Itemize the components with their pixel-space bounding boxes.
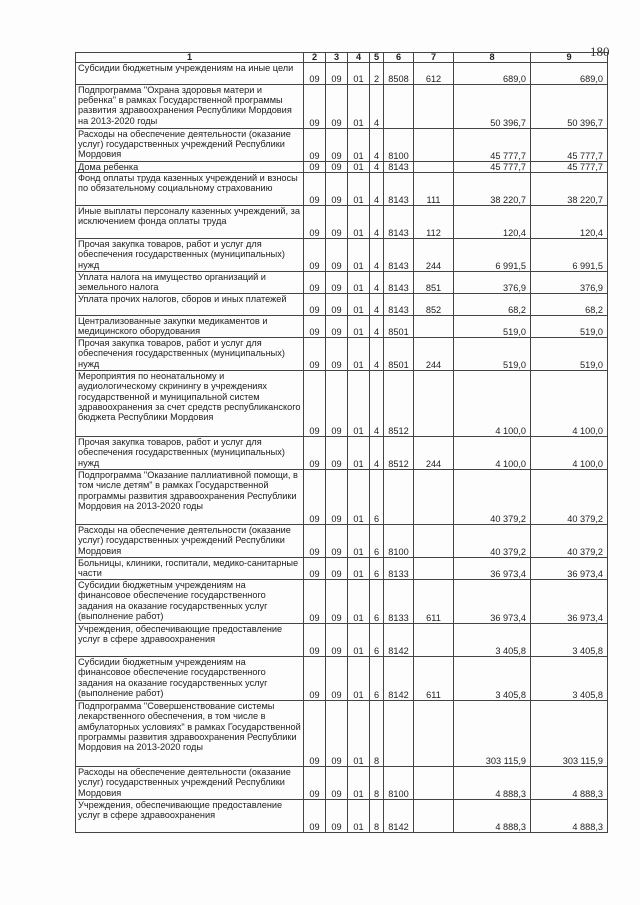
cell-subprogram: 6	[370, 470, 384, 525]
column-header: 9	[531, 53, 608, 63]
cell-expense-type	[414, 162, 454, 173]
cell-amount-total: 120,4	[531, 206, 608, 239]
cell-program: 01	[348, 371, 370, 437]
cell-subprogram: 4	[370, 162, 384, 173]
cell-target-article: 8143	[384, 294, 414, 316]
cell-description: Иные выплаты персоналу казенных учреждений, за исключением фонда оплаты труда	[76, 206, 304, 239]
cell-section: 09	[304, 558, 326, 580]
table-row	[76, 580, 608, 624]
cell-description: Субсидии бюджетным учреждениям на иные цели	[76, 63, 304, 85]
cell-program: 01	[348, 294, 370, 316]
table-row	[76, 525, 608, 558]
table-row	[76, 437, 608, 470]
cell-description: Прочая закупка товаров, работ и услуг для обеспечения государственных (муниципальных) нужд	[76, 239, 304, 272]
cell-target-article: 8100	[384, 525, 414, 558]
cell-description: Подпрограмма "Совершенствование системы лекарственного обеспечения, в том числе в амбулаторных условиях" в рамках Государственной программы развития здравоохранения Республики Мордовия на 2013-2020 годы	[76, 701, 304, 767]
cell-amount: 3 405,8	[454, 624, 531, 657]
cell-target-article	[384, 701, 414, 767]
column-header: 8	[454, 53, 531, 63]
cell-subsection: 09	[326, 558, 348, 580]
cell-amount: 303 115,9	[454, 701, 531, 767]
cell-subsection: 09	[326, 338, 348, 371]
cell-target-article: 8143	[384, 206, 414, 239]
cell-amount: 36 973,4	[454, 580, 531, 624]
cell-subprogram: 6	[370, 558, 384, 580]
cell-amount: 40 379,2	[454, 525, 531, 558]
cell-amount-total: 4 100,0	[531, 371, 608, 437]
cell-section: 09	[304, 624, 326, 657]
cell-target-article	[384, 85, 414, 129]
cell-target-article: 8512	[384, 371, 414, 437]
cell-amount: 6 991,5	[454, 239, 531, 272]
cell-subprogram: 4	[370, 206, 384, 239]
cell-description: Больницы, клиники, госпитали, медико-санитарные части	[76, 558, 304, 580]
cell-expense-type: 244	[414, 338, 454, 371]
cell-description: Подпрограмма "Оказание паллиативной помощи, в том числе детям" в рамках Государственной программы развития здравоохранения Республики Мордовия на 2013-2020 годы	[76, 470, 304, 525]
cell-amount: 45 777,7	[454, 129, 531, 162]
cell-amount-total: 376,9	[531, 272, 608, 294]
cell-program: 01	[348, 767, 370, 800]
cell-amount: 45 777,7	[454, 162, 531, 173]
column-header: 3	[326, 53, 348, 63]
cell-amount: 38 220,7	[454, 173, 531, 206]
cell-expense-type: 244	[414, 437, 454, 470]
cell-program: 01	[348, 624, 370, 657]
cell-section: 09	[304, 173, 326, 206]
table-row	[76, 338, 608, 371]
cell-subsection: 09	[326, 657, 348, 701]
cell-subsection: 09	[326, 470, 348, 525]
cell-description: Расходы на обеспечение деятельности (оказание услуг) государственных учреждений Республики Мордовия	[76, 129, 304, 162]
cell-expense-type	[414, 701, 454, 767]
cell-section: 09	[304, 294, 326, 316]
table-row	[76, 316, 608, 338]
cell-program: 01	[348, 162, 370, 173]
cell-expense-type: 611	[414, 657, 454, 701]
cell-amount-total: 689,0	[531, 63, 608, 85]
table-row	[76, 767, 608, 800]
cell-section: 09	[304, 206, 326, 239]
cell-target-article: 8142	[384, 657, 414, 701]
cell-subsection: 09	[326, 701, 348, 767]
cell-program: 01	[348, 338, 370, 371]
table-row	[76, 85, 608, 129]
cell-target-article: 8143	[384, 162, 414, 173]
table-row	[76, 63, 608, 85]
cell-subsection: 09	[326, 162, 348, 173]
cell-amount: 4 888,3	[454, 767, 531, 800]
cell-amount-total: 40 379,2	[531, 470, 608, 525]
cell-description: Расходы на обеспечение деятельности (оказание услуг) государственных учреждений Республики Мордовия	[76, 525, 304, 558]
cell-program: 01	[348, 470, 370, 525]
cell-program: 01	[348, 239, 370, 272]
cell-subprogram: 6	[370, 657, 384, 701]
cell-section: 09	[304, 129, 326, 162]
cell-subprogram: 8	[370, 767, 384, 800]
cell-program: 01	[348, 657, 370, 701]
cell-expense-type: 244	[414, 239, 454, 272]
cell-amount: 68,2	[454, 294, 531, 316]
cell-amount-total: 45 777,7	[531, 129, 608, 162]
cell-target-article	[384, 470, 414, 525]
cell-amount: 40 379,2	[454, 470, 531, 525]
cell-amount-total: 45 777,7	[531, 162, 608, 173]
column-header: 4	[348, 53, 370, 63]
cell-subsection: 09	[326, 173, 348, 206]
cell-program: 01	[348, 206, 370, 239]
cell-subsection: 09	[326, 580, 348, 624]
cell-subsection: 09	[326, 624, 348, 657]
cell-program: 01	[348, 800, 370, 833]
cell-program: 01	[348, 272, 370, 294]
cell-subprogram: 6	[370, 624, 384, 657]
cell-subsection: 09	[326, 63, 348, 85]
cell-subsection: 09	[326, 294, 348, 316]
cell-description: Мероприятия по неонатальному и аудиологическому скринингу в учреждениях государственной и муниципальной систем здравоохранения за счет средств республиканского бюджета Республики Мордовия	[76, 371, 304, 437]
cell-program: 01	[348, 173, 370, 206]
cell-section: 09	[304, 239, 326, 272]
cell-target-article: 8501	[384, 338, 414, 371]
cell-subprogram: 4	[370, 85, 384, 129]
cell-target-article: 8143	[384, 272, 414, 294]
cell-description: Централизованные закупки медикаментов и медицинского оборудования	[76, 316, 304, 338]
column-header: 5	[370, 53, 384, 63]
cell-target-article: 8512	[384, 437, 414, 470]
cell-subsection: 09	[326, 272, 348, 294]
cell-section: 09	[304, 371, 326, 437]
cell-subsection: 09	[326, 85, 348, 129]
cell-subprogram: 8	[370, 701, 384, 767]
cell-section: 09	[304, 85, 326, 129]
cell-subprogram: 4	[370, 437, 384, 470]
cell-program: 01	[348, 316, 370, 338]
cell-description: Учреждения, обеспечивающие предоставление услуг в сфере здравоохранения	[76, 800, 304, 833]
cell-subsection: 09	[326, 129, 348, 162]
cell-program: 01	[348, 85, 370, 129]
cell-program: 01	[348, 437, 370, 470]
cell-amount: 50 396,7	[454, 85, 531, 129]
cell-subsection: 09	[326, 800, 348, 833]
table-row	[76, 272, 608, 294]
cell-subsection: 09	[326, 239, 348, 272]
cell-target-article: 8133	[384, 558, 414, 580]
cell-description: Прочая закупка товаров, работ и услуг для обеспечения государственных (муниципальных) нужд	[76, 437, 304, 470]
cell-subprogram: 4	[370, 294, 384, 316]
cell-amount-total: 519,0	[531, 338, 608, 371]
cell-amount: 519,0	[454, 316, 531, 338]
table-row	[76, 558, 608, 580]
cell-expense-type: 111	[414, 173, 454, 206]
cell-expense-type	[414, 558, 454, 580]
table-row	[76, 173, 608, 206]
cell-target-article: 8133	[384, 580, 414, 624]
cell-section: 09	[304, 580, 326, 624]
cell-expense-type	[414, 800, 454, 833]
cell-amount-total: 50 396,7	[531, 85, 608, 129]
cell-section: 09	[304, 800, 326, 833]
column-header: 6	[384, 53, 414, 63]
table-row	[76, 371, 608, 437]
cell-description: Уплата прочих налогов, сборов и иных платежей	[76, 294, 304, 316]
cell-amount: 4 100,0	[454, 371, 531, 437]
cell-expense-type: 612	[414, 63, 454, 85]
cell-amount-total: 6 991,5	[531, 239, 608, 272]
table-row	[76, 624, 608, 657]
column-header: 7	[414, 53, 454, 63]
cell-amount: 120,4	[454, 206, 531, 239]
cell-amount-total: 519,0	[531, 316, 608, 338]
cell-amount: 36 973,4	[454, 558, 531, 580]
cell-expense-type: 851	[414, 272, 454, 294]
cell-description: Фонд оплаты труда казенных учреждений и взносы по обязательному социальному страхованию	[76, 173, 304, 206]
cell-target-article: 8142	[384, 624, 414, 657]
cell-section: 09	[304, 338, 326, 371]
cell-target-article: 8100	[384, 129, 414, 162]
cell-amount-total: 36 973,4	[531, 558, 608, 580]
cell-target-article: 8142	[384, 800, 414, 833]
cell-description: Уплата налога на имущество организаций и земельного налога	[76, 272, 304, 294]
cell-expense-type	[414, 624, 454, 657]
cell-amount: 376,9	[454, 272, 531, 294]
table-row	[76, 206, 608, 239]
column-header: 1	[76, 53, 304, 63]
cell-subsection: 09	[326, 437, 348, 470]
cell-target-article: 8100	[384, 767, 414, 800]
cell-expense-type	[414, 316, 454, 338]
cell-expense-type	[414, 767, 454, 800]
cell-amount: 519,0	[454, 338, 531, 371]
cell-expense-type	[414, 525, 454, 558]
cell-target-article: 8501	[384, 316, 414, 338]
budget-table	[75, 52, 608, 833]
cell-amount-total: 40 379,2	[531, 525, 608, 558]
cell-amount: 4 100,0	[454, 437, 531, 470]
cell-subprogram: 2	[370, 63, 384, 85]
cell-amount: 4 888,3	[454, 800, 531, 833]
cell-description: Учреждения, обеспечивающие предоставление услуг в сфере здравоохранения	[76, 624, 304, 657]
cell-description: Подпрограмма "Охрана здоровья матери и ребенка" в рамках Государственной программы развития здравоохранения Республики Мордовия на 2013-2020 годы	[76, 85, 304, 129]
cell-amount-total: 3 405,8	[531, 624, 608, 657]
cell-section: 09	[304, 63, 326, 85]
cell-subprogram: 4	[370, 316, 384, 338]
cell-section: 09	[304, 470, 326, 525]
cell-subsection: 09	[326, 371, 348, 437]
cell-subsection: 09	[326, 525, 348, 558]
cell-section: 09	[304, 272, 326, 294]
cell-section: 09	[304, 162, 326, 173]
cell-subsection: 09	[326, 767, 348, 800]
cell-subprogram: 4	[370, 129, 384, 162]
table-row	[76, 800, 608, 833]
cell-section: 09	[304, 437, 326, 470]
cell-section: 09	[304, 525, 326, 558]
column-number-row	[76, 53, 608, 63]
table-row	[76, 239, 608, 272]
cell-subprogram: 4	[370, 272, 384, 294]
cell-program: 01	[348, 580, 370, 624]
cell-section: 09	[304, 767, 326, 800]
cell-amount: 3 405,8	[454, 657, 531, 701]
cell-amount-total: 303 115,9	[531, 701, 608, 767]
cell-amount-total: 3 405,8	[531, 657, 608, 701]
cell-amount: 689,0	[454, 63, 531, 85]
cell-target-article: 8143	[384, 239, 414, 272]
cell-subprogram: 4	[370, 371, 384, 437]
cell-amount-total: 4 888,3	[531, 800, 608, 833]
cell-expense-type: 611	[414, 580, 454, 624]
table-row	[76, 701, 608, 767]
cell-subprogram: 4	[370, 239, 384, 272]
cell-program: 01	[348, 701, 370, 767]
cell-description: Субсидии бюджетным учреждениям на финансовое обеспечение государственного задания на оказание государственных услуг (выполнение работ)	[76, 580, 304, 624]
cell-subprogram: 8	[370, 800, 384, 833]
cell-program: 01	[348, 129, 370, 162]
cell-target-article: 8508	[384, 63, 414, 85]
cell-amount-total: 38 220,7	[531, 173, 608, 206]
cell-expense-type: 112	[414, 206, 454, 239]
cell-subprogram: 4	[370, 173, 384, 206]
cell-program: 01	[348, 525, 370, 558]
cell-target-article: 8143	[384, 173, 414, 206]
cell-description: Дома ребенка	[76, 162, 304, 173]
cell-amount-total: 36 973,4	[531, 580, 608, 624]
cell-description: Расходы на обеспечение деятельности (оказание услуг) государственных учреждений Республики Мордовия	[76, 767, 304, 800]
cell-section: 09	[304, 657, 326, 701]
page-number: 180	[590, 44, 610, 59]
cell-description: Субсидии бюджетным учреждениям на финансовое обеспечение государственного задания на оказание государственных услуг (выполнение работ)	[76, 657, 304, 701]
cell-subprogram: 6	[370, 525, 384, 558]
cell-amount-total: 4 100,0	[531, 437, 608, 470]
column-header: 2	[304, 53, 326, 63]
cell-subprogram: 4	[370, 338, 384, 371]
cell-expense-type: 852	[414, 294, 454, 316]
cell-expense-type	[414, 85, 454, 129]
cell-section: 09	[304, 701, 326, 767]
cell-program: 01	[348, 63, 370, 85]
cell-subsection: 09	[326, 316, 348, 338]
cell-program: 01	[348, 558, 370, 580]
cell-subprogram: 6	[370, 580, 384, 624]
table-row	[76, 129, 608, 162]
cell-expense-type	[414, 129, 454, 162]
cell-expense-type	[414, 371, 454, 437]
table-row	[76, 162, 608, 173]
table-row	[76, 294, 608, 316]
cell-description: Прочая закупка товаров, работ и услуг для обеспечения государственных (муниципальных) нужд	[76, 338, 304, 371]
table-row	[76, 657, 608, 701]
cell-subsection: 09	[326, 206, 348, 239]
table-row	[76, 470, 608, 525]
cell-amount-total: 68,2	[531, 294, 608, 316]
cell-section: 09	[304, 316, 326, 338]
cell-expense-type	[414, 470, 454, 525]
cell-amount-total: 4 888,3	[531, 767, 608, 800]
